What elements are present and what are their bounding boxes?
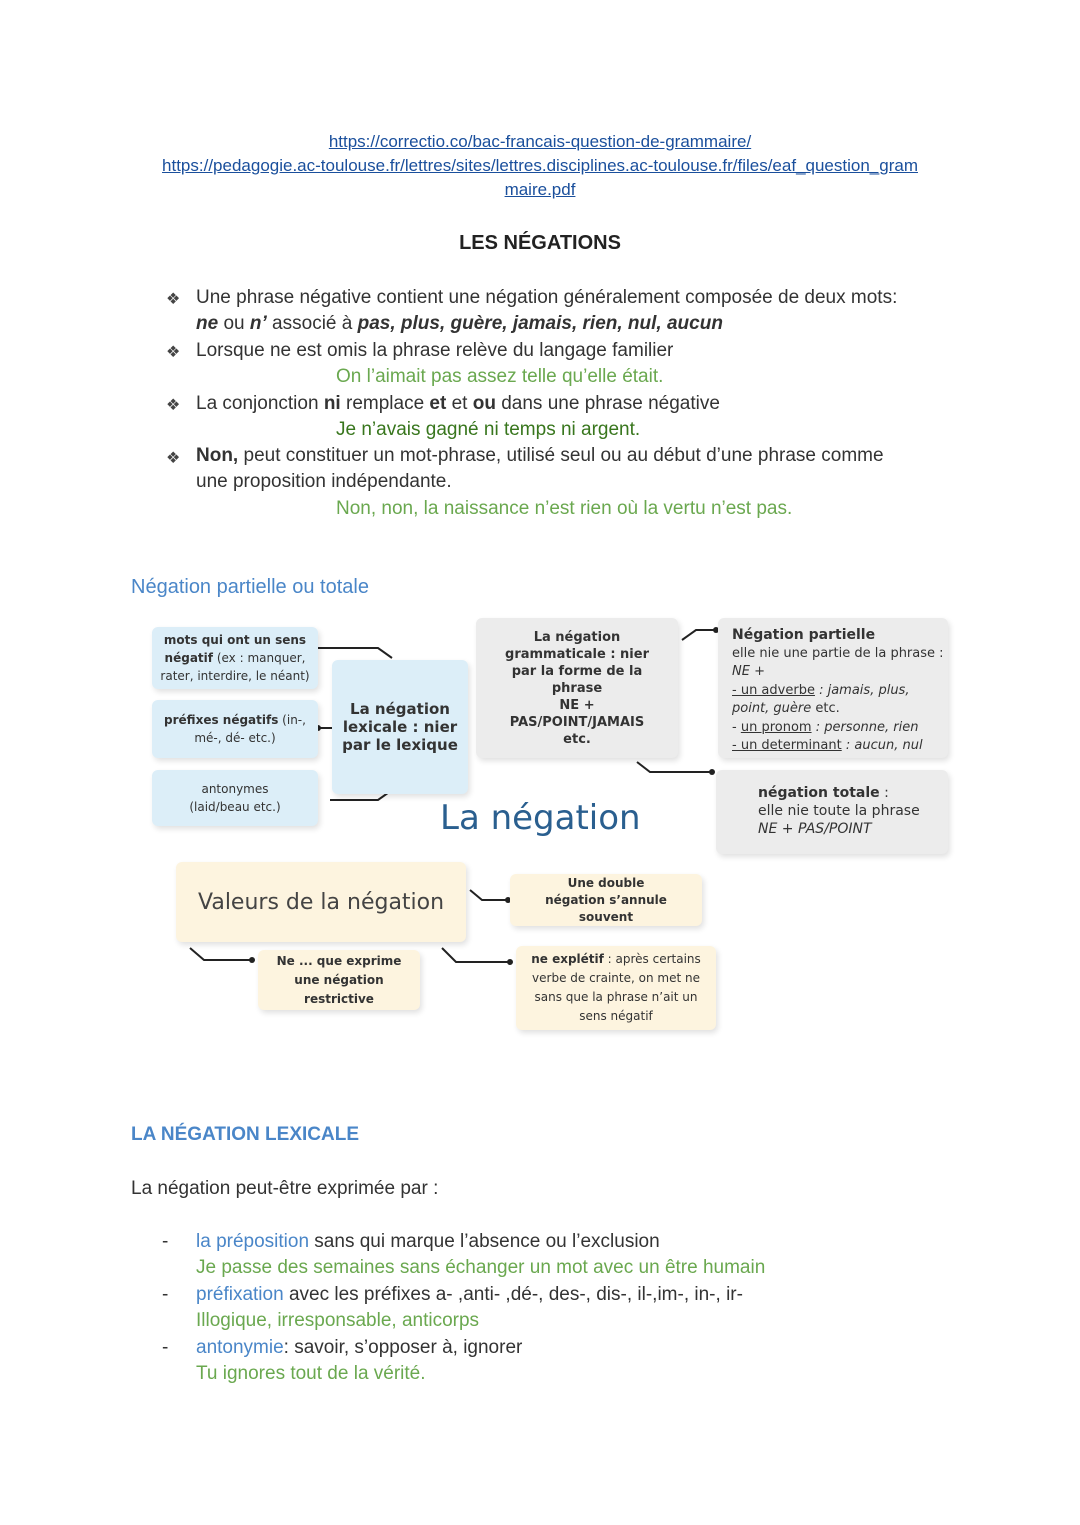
bullet-icon: ❖ [166, 397, 181, 414]
list-item: la préposition sans qui marque l’absence ou l’exclusion Je passe des semaines sans échanger un mot avec un être humain [196, 1231, 766, 1278]
bullet-icon: ❖ [166, 450, 181, 467]
box-antonymes: antonymes (laid/beau etc.) [152, 770, 318, 826]
link-ac-toulouse-cont[interactable]: maire.pdf [504, 180, 576, 199]
dash-marker: - [162, 1284, 169, 1305]
bullet-1: Une phrase négative contient une négation généralement composée de deux mots: ne ou n’ associé à pas, plus, guère, jamais, rien, nul, aucun [196, 287, 898, 334]
bullet-icon: ❖ [166, 291, 181, 308]
box-valeurs: Valeurs de la négation [176, 862, 466, 942]
box-mots-negatifs: mots qui ont un sens négatif (ex : manquer, rater, interdire, le néant) [152, 627, 318, 689]
page-title: LES NÉGATIONS [459, 232, 621, 254]
dash-marker: - [162, 1231, 169, 1252]
bullet-4: Non, peut constituer un mot-phrase, utilisé seul ou au début d’une phrase comme une proposition indépendante. [196, 445, 884, 492]
example-ni: Je n’avais gagné ni temps ni argent. [336, 419, 641, 440]
box-restrictive: Ne ... que exprime une négation restrictive [258, 950, 420, 1010]
section-heading-partielle-totale: Négation partielle ou totale [131, 576, 369, 598]
example-non: Non, non, la naissance n’est rien où la vertu n’est pas. [336, 498, 793, 519]
box-negation-partielle: Négation partielle elle nie une partie de la phrase : NE + - un adverbe : jamais, plus, point, guère etc. - un pronom : personne, rien - un determinant : aucun, nul [718, 618, 948, 758]
box-negation-grammaticale: La négation grammaticale : nier par la forme de la phrase NE + PAS/POINT/JAMAIS etc. [476, 618, 678, 758]
box-negation-totale: négation totale : elle nie toute la phrase NE + PAS/POINT [716, 770, 948, 854]
box-double-negation: Une double négation s’annule souvent [510, 874, 702, 926]
dash-marker: - [162, 1337, 169, 1358]
box-prefixes: préfixes négatifs (in-, mé-, dé- etc.) [152, 700, 318, 758]
intro-text: La négation peut-être exprimée par : [131, 1178, 439, 1199]
bullet-3: La conjonction ni remplace et et ou dans une phrase négative [196, 393, 720, 414]
bullet-icon: ❖ [166, 344, 181, 361]
list-item: antonymie: savoir, s’opposer à, ignorer Tu ignores tout de la vérité. [196, 1337, 523, 1384]
link-correctio[interactable]: https://correctio.co/bac-francais-question-de-grammaire/ [328, 132, 752, 151]
section-heading-lexicale: LA NÉGATION LEXICALE [131, 1124, 359, 1145]
box-expletif: ne explétif : après certains verbe de crainte, on met ne sans que la phrase n’ait un sens négatif [516, 946, 716, 1030]
list-item: préfixation avec les préfixes a- ,anti- ,dé-, des-, dis-, il-,im-, in-, ir- Illogique, irresponsable, anticorps [196, 1284, 743, 1331]
link-ac-toulouse[interactable]: https://pedagogie.ac-toulouse.fr/lettres/sites/lettres.disciplines.ac-toulouse.fr/files/eaf_question_gram [162, 156, 918, 175]
example-familier: On l’aimait pas assez telle qu’elle était. [336, 366, 664, 387]
box-negation-lexicale: La négation lexicale : nier par le lexique [332, 660, 468, 794]
diagram-center-title: La négation [440, 798, 641, 838]
bullet-2: Lorsque ne est omis la phrase relève du langage familier [196, 340, 674, 361]
